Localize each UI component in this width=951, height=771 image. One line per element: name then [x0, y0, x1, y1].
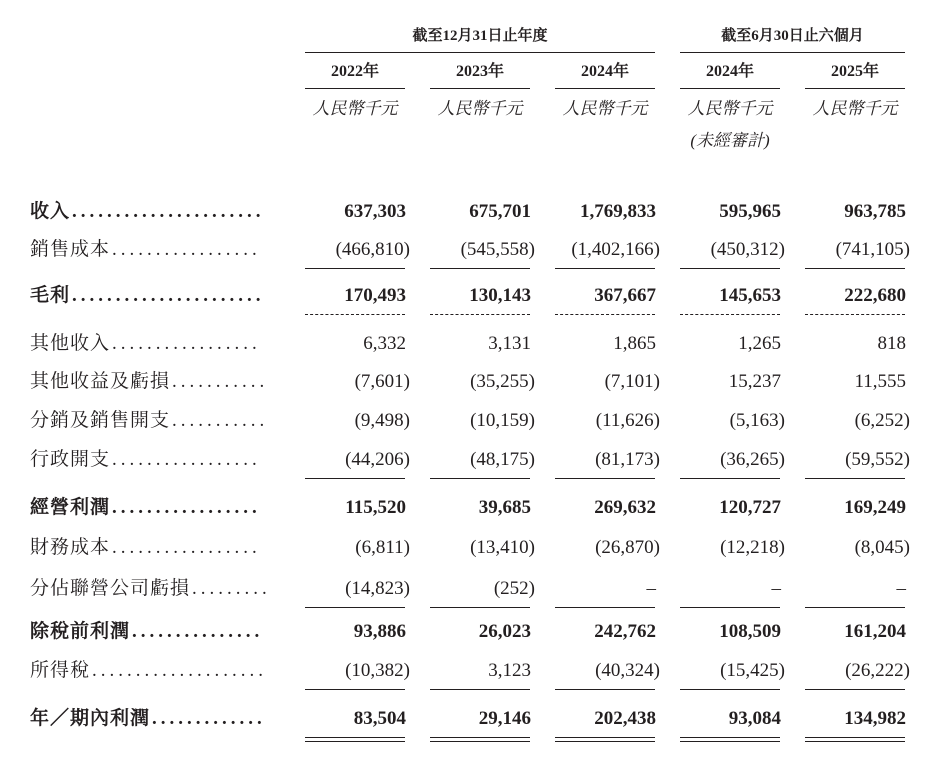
column-unit: 人民幣千元 [437, 99, 523, 118]
table-cell: 115,520 [345, 497, 406, 518]
subtotal-rule [555, 689, 655, 690]
subtotal-rule [430, 268, 530, 269]
column-unit: 人民幣千元 [312, 99, 398, 118]
row-label [30, 576, 280, 602]
table-cell: (14,823) [345, 578, 410, 599]
column-header-rule [680, 88, 780, 89]
row-label [30, 658, 280, 684]
leader-dots: ................. [112, 239, 261, 260]
table-cell: 202,438 [594, 708, 656, 729]
table-cell: 134,982 [844, 708, 906, 729]
table-cell: 29,146 [478, 708, 531, 729]
row-label-text: 經營利潤 [30, 497, 111, 518]
subtotal-rule [680, 268, 780, 269]
total-double-rule [555, 737, 655, 742]
table-cell: 108,509 [719, 621, 781, 642]
subtotal-rule-dashed [680, 314, 780, 315]
table-cell: (1,402,166) [571, 239, 660, 260]
table-cell: 3,131 [488, 333, 531, 354]
subtotal-rule [680, 478, 780, 479]
row-label-text: 行政開支 [30, 449, 111, 470]
subtotal-rule [805, 607, 905, 608]
row-label-text: 所得稅 [30, 660, 91, 681]
column-year: 2022年 [330, 63, 379, 80]
table-cell: (8,045) [854, 537, 910, 558]
table-cell: 367,667 [594, 285, 656, 306]
table-cell: 83,504 [353, 708, 406, 729]
table-cell: (6,252) [854, 410, 910, 431]
table-cell: (36,265) [720, 449, 785, 470]
table-cell: (10,159) [470, 410, 535, 431]
table-cell: (35,255) [470, 371, 535, 392]
row-label [30, 283, 280, 309]
subtotal-rule-dashed [555, 314, 655, 315]
table-cell: 675,701 [469, 201, 531, 222]
leader-dots: ........... [172, 371, 269, 392]
column-year: 2024年 [580, 63, 629, 80]
table-cell: 26,023 [478, 621, 531, 642]
table-cell: (5,163) [729, 410, 785, 431]
row-label-text: 其他收入 [30, 333, 111, 354]
leader-dots: ................. [112, 449, 261, 470]
row-label-text: 除稅前利潤 [30, 621, 131, 642]
row-label [30, 706, 280, 732]
table-cell: 1,865 [613, 333, 656, 354]
subtotal-rule [805, 689, 905, 690]
table-cell: (252) [493, 578, 535, 599]
column-year: 2025年 [830, 63, 879, 80]
subtotal-rule [805, 478, 905, 479]
table-cell: (26,870) [595, 537, 660, 558]
table-cell: 222,680 [844, 285, 906, 306]
total-double-rule [680, 737, 780, 742]
row-label-text: 分佔聯營公司虧損 [30, 578, 191, 599]
table-cell: (40,324) [595, 660, 660, 681]
leader-dots: ................. [112, 537, 261, 558]
leader-dots: ............... [132, 621, 264, 642]
table-cell: (9,498) [354, 410, 410, 431]
row-label [30, 619, 280, 645]
table-cell: 1,265 [738, 333, 781, 354]
row-label [30, 535, 280, 561]
row-label [30, 408, 280, 434]
table-cell: (450,312) [710, 239, 785, 260]
subtotal-rule-dashed [305, 314, 405, 315]
row-label [30, 369, 280, 395]
row-label [30, 447, 280, 473]
table-cell: (10,382) [345, 660, 410, 681]
column-note: (未經審計) [690, 131, 770, 150]
table-cell: (545,558) [460, 239, 535, 260]
leader-dots: ........... [172, 410, 269, 431]
column-unit: 人民幣千元 [562, 99, 648, 118]
total-double-rule [805, 737, 905, 742]
table-cell: 93,084 [728, 708, 781, 729]
subtotal-rule [305, 478, 405, 479]
leader-dots: ............. [152, 708, 266, 729]
row-label-text: 分銷及銷售開支 [30, 410, 171, 431]
row-label [30, 237, 280, 263]
table-cell: (59,552) [845, 449, 910, 470]
row-label [30, 331, 280, 357]
leader-dots: ................. [112, 497, 261, 518]
table-cell: 595,965 [719, 201, 781, 222]
leader-dots: .................... [92, 660, 268, 681]
row-label-text: 銷售成本 [30, 239, 111, 260]
table-cell: (741,105) [835, 239, 910, 260]
subtotal-rule [305, 607, 405, 608]
leader-dots: ......... [192, 578, 271, 599]
column-header-rule [555, 88, 655, 89]
subtotal-rule [680, 607, 780, 608]
table-cell: 130,143 [469, 285, 531, 306]
table-cell: 269,632 [594, 497, 656, 518]
table-cell: 161,204 [844, 621, 906, 642]
table-cell: 120,727 [719, 497, 781, 518]
table-cell: (48,175) [470, 449, 535, 470]
row-label-text: 毛利 [30, 285, 71, 306]
total-double-rule [430, 737, 530, 742]
subtotal-rule [805, 268, 905, 269]
table-cell: 818 [877, 333, 906, 354]
table-cell: 169,249 [844, 497, 906, 518]
column-header-rule [305, 88, 405, 89]
total-double-rule [305, 737, 405, 742]
table-cell: 170,493 [344, 285, 406, 306]
table-cell: (13,410) [470, 537, 535, 558]
table-cell: (12,218) [720, 537, 785, 558]
subtotal-rule [555, 607, 655, 608]
column-header-rule [805, 88, 905, 89]
table-cell: 15,237 [728, 371, 781, 392]
row-label-text: 年／期內利潤 [30, 708, 151, 729]
leader-dots: ................. [112, 333, 261, 354]
period-group-header: 截至12月31日止年度 [305, 26, 655, 53]
subtotal-rule [430, 478, 530, 479]
table-cell: (7,601) [354, 371, 410, 392]
row-label-text: 財務成本 [30, 537, 111, 558]
table-cell: (6,811) [355, 537, 410, 558]
table-cell: (44,206) [345, 449, 410, 470]
table-cell: 637,303 [344, 201, 406, 222]
table-cell: (466,810) [335, 239, 410, 260]
table-cell: (15,425) [720, 660, 785, 681]
table-cell: – [771, 578, 781, 599]
column-year: 2024年 [705, 63, 754, 80]
subtotal-rule [305, 268, 405, 269]
leader-dots: ...................... [72, 285, 265, 306]
subtotal-rule-dashed [805, 314, 905, 315]
table-cell: 3,123 [488, 660, 531, 681]
table-cell: 1,769,833 [580, 201, 656, 222]
table-cell: 963,785 [844, 201, 906, 222]
table-cell: (81,173) [595, 449, 660, 470]
subtotal-rule [430, 689, 530, 690]
table-cell: 242,762 [594, 621, 656, 642]
table-cell: 145,653 [719, 285, 781, 306]
table-cell: 93,886 [353, 621, 406, 642]
row-label [30, 495, 280, 521]
table-cell: (26,222) [845, 660, 910, 681]
subtotal-rule-dashed [430, 314, 530, 315]
table-cell: – [646, 578, 656, 599]
row-label [30, 199, 280, 225]
subtotal-rule [430, 607, 530, 608]
subtotal-rule [680, 689, 780, 690]
row-label-text: 收入 [30, 201, 71, 222]
subtotal-rule [555, 478, 655, 479]
table-cell: (11,626) [595, 410, 660, 431]
leader-dots: ...................... [72, 201, 265, 222]
column-year: 2023年 [455, 63, 504, 80]
table-cell: (7,101) [604, 371, 660, 392]
column-header-rule [430, 88, 530, 89]
table-cell: 6,332 [363, 333, 406, 354]
table-cell: 39,685 [478, 497, 531, 518]
table-cell: 11,555 [854, 371, 906, 392]
column-unit: 人民幣千元 [812, 99, 898, 118]
period-group-header: 截至6月30日止六個月 [680, 26, 905, 53]
column-unit: 人民幣千元 [687, 99, 773, 118]
subtotal-rule [305, 689, 405, 690]
row-label-text: 其他收益及虧損 [30, 371, 171, 392]
table-cell: – [896, 578, 906, 599]
subtotal-rule [555, 268, 655, 269]
